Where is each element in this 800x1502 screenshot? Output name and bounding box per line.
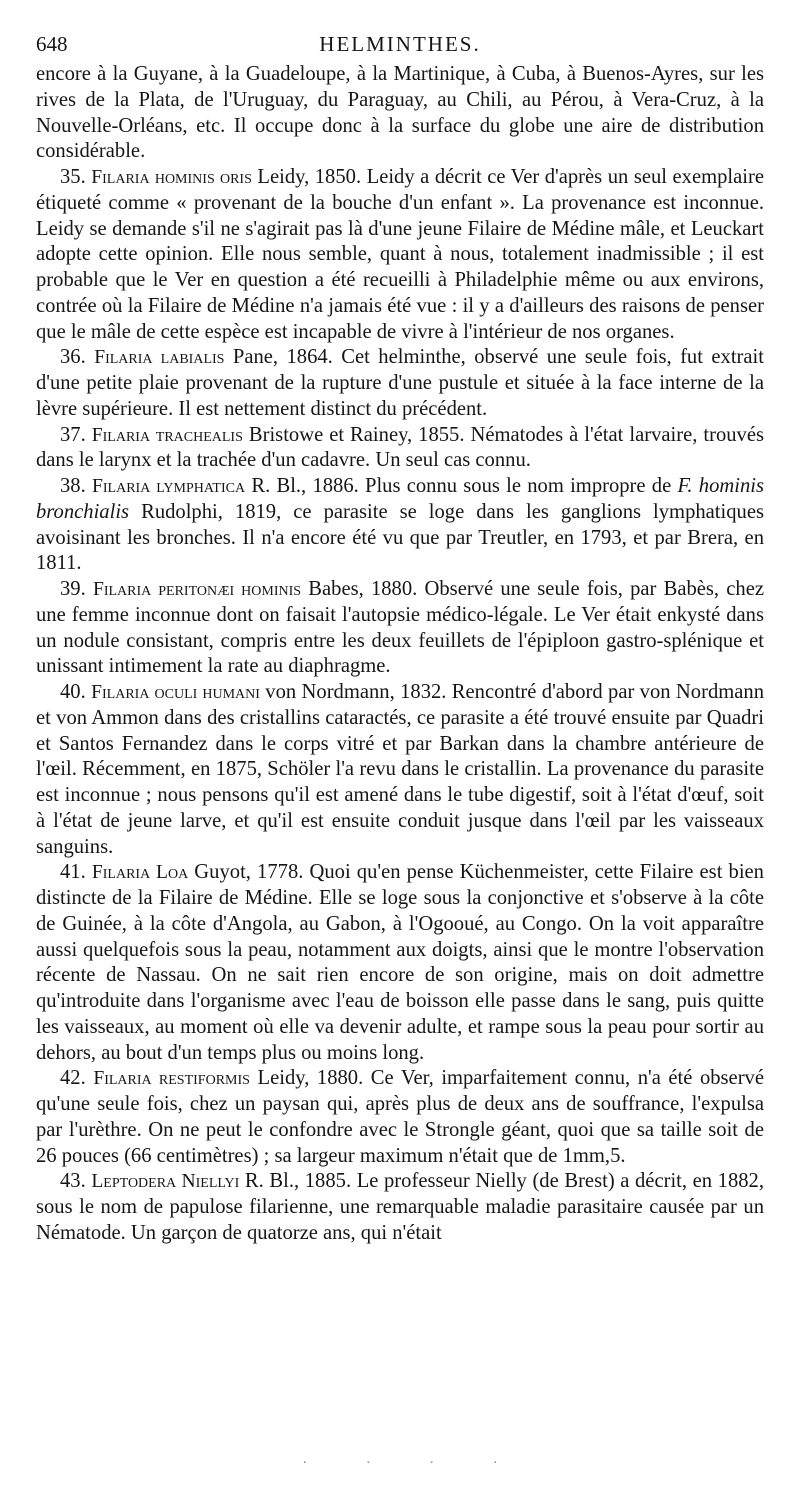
entry-number: 37.: [60, 423, 86, 446]
synonym-italic: F. hominis bronchialis: [36, 475, 764, 523]
page-header: [36, 28, 764, 62]
entry-43: [36, 1169, 764, 1246]
entry-37: [36, 423, 764, 475]
entry-36: [36, 345, 764, 422]
entry-40: [36, 680, 764, 860]
footer-mark: .: [366, 1452, 370, 1467]
entry-number: 39.: [60, 578, 86, 600]
entry-number: 40.: [60, 681, 86, 703]
species-name: Filaria labialis: [94, 347, 225, 369]
entry-number: 38.: [60, 475, 86, 497]
footer-mark: .: [303, 1452, 307, 1467]
body-text: [36, 62, 764, 1247]
entry-42: [36, 1066, 764, 1169]
entry-text: R. Bl., 1886. Plus connu sous le nom impropre de: [245, 475, 678, 497]
entry-text: Babes, 1880. Observé une seule fois, par Babès, chez une femme inconnue dont on faisait l'autopsie médico-légale. Le Ver était enkysté dans un nodule consistant, compris entre les deux feuillets de l'épiploon gastro-splénique et unissant intimement la rate au diaphragme.: [36, 578, 764, 678]
entry-number: 36.: [60, 346, 86, 369]
species-name: Filaria oculi humani: [91, 682, 260, 703]
entry-text-continued: Rudolphi, 1819, ce parasite se loge dans les ganglions lymphatiques avoisinant les bronches. Il n'a encore été vu que par Treutler, en 1793, et par Brera, en 1811.: [36, 500, 764, 575]
paragraph-continuation: [36, 62, 764, 165]
entry-text: von Nordmann, 1832. Rencontré d'abord par von Nordmann et von Ammon dans des cristallins cataractés, ce parasite a été trouvé ensuite par Quadri et Santos Fernandez dans le corps vitré et par Barkan dans la chambre antérieure de l'œil. Récemment, en 1875, Schöler l'a revu dans le cristallin. La provenance du parasite est inconnue ; nous pensons qu'il est amené dans le tube digestif, soit à l'état d'œuf, soit à l'état de jeune larve, et qu'il est ensuite conduit jusque dans l'œil par les vaisseaux sanguins.: [36, 681, 764, 858]
entry-39: [36, 577, 764, 680]
entry-text: Leidy, 1850. Leidy a décrit ce Ver d'après un seul exemplaire étiqueté comme « provenant de la bouche d'un enfant ». La provenance est inconnue. Leidy se demande s'il ne s'agirait pas là d'une jeune Filaire de Médine mâle, et Leuckart adopte cette opinion. Elle nous semble, quant à nous, totalement inadmissible ; il est probable que le Ver en question a été recueilli à Philadelphie même ou aux environs, contrée où la Filaire de Médine n'a jamais été vue : il y a d'ailleurs des raisons de penser que le mâle de cette espèce est incapable de vivre à l'intérieur de nos organes.: [36, 166, 764, 343]
entry-text: Pane, 1864. Cet helminthe, observé une seule fois, fut extrait d'une petite plaie provenant de la rupture d'une pustule et située à la face interne de la lèvre supérieure. Il est nettement distinct du précédent.: [36, 346, 764, 420]
species-name: Filaria hominis oris: [91, 167, 252, 188]
species-name: Filaria Loa: [91, 862, 189, 884]
entry-number: 42.: [60, 1067, 86, 1090]
species-name: Filaria lymphatica: [91, 476, 246, 497]
species-name: Filaria restiformis: [93, 1068, 250, 1090]
entry-number: 35.: [60, 166, 86, 188]
species-name: Filaria peritonæi hominis: [92, 579, 302, 600]
page-number: 648: [36, 32, 68, 56]
entry-38: [36, 474, 764, 577]
entry-41: [36, 860, 764, 1066]
entry-number: 43.: [60, 1170, 86, 1193]
entry-text: Bristowe et Rainey, 1855. Nématodes à l'état larvaire, trouvés dans le larynx et la trachée d'un cadavre. Un seul cas connu.: [36, 423, 764, 472]
entry-text: Guyot, 1778. Quoi qu'en pense Küchenmeister, cette Filaire est bien distincte de la Filaire de Médine. Elle se loge sous la conjonctive et s'observe à la côte de Guinée, à la côte d'Angola, au Gabon, à l'Ogooué, au Congo. On la voit apparaître aussi quelquefois sous la peau, notamment aux doigts, ainsi que le montre l'observation récente de Nassau. On ne sait rien encore de son origine, mais on doit admettre qu'introduite dans l'organisme avec l'eau de boisson elle passe dans le sang, puis quitte les vaisseaux, au moment où elle va devenir adulte, et rampe sous la peau pour sortir au dehors, au bout d'un temps plus ou moins long.: [36, 861, 764, 1064]
footer-mark: .: [430, 1452, 434, 1467]
paragraph-text: encore à la Guyane, à la Guadeloupe, à la Martinique, à Cuba, à Buenos-Ayres, sur les rives de la Plata, de l'Uruguay, du Paraguay, au Chili, au Pérou, à Vera-Cruz, à la Nouvelle-Orléans, etc. Il occupe donc à la surface du globe une aire de distribution considérable.: [36, 63, 764, 163]
species-name: Filaria trachealis: [91, 424, 243, 446]
entry-number: 41.: [60, 861, 86, 884]
entry-text: R. Bl., 1885. Le professeur Nielly (de Brest) a décrit, en 1882, sous le nom de papulose filarienne, une remarquable maladie parasitaire causée par un Nématode. Un garçon de quatorze ans, qui n'était: [36, 1170, 765, 1244]
footer-marks: [0, 1452, 800, 1468]
entry-35: [36, 165, 764, 345]
entry-text: Leidy, 1880. Ce Ver, imparfaitement connu, n'a été observé qu'une seule fois, chez un paysan qui, après plus de deux ans de souffrance, l'expulsa par l'urèthre. On ne peut le confondre avec le Strongle géant, quoi que sa taille soit de 26 pouces (66 centimètres) ; sa largeur maximum n'était que de 1mm,5.: [36, 1067, 764, 1167]
running-head: HELMINTHES.: [319, 32, 481, 56]
species-name: Leptodera Niellyi: [91, 1171, 240, 1193]
footer-mark: .: [493, 1452, 497, 1467]
